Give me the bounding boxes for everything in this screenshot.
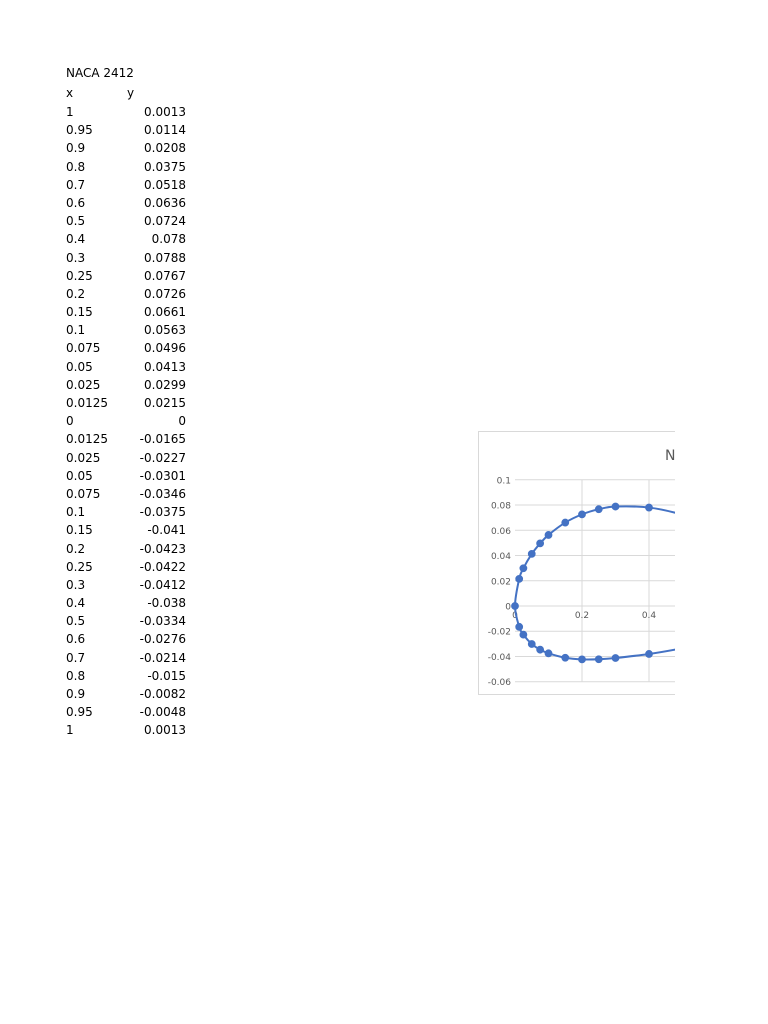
cell-x: 0.05 [66,359,93,374]
cell-y: 0.0215 [144,396,186,410]
cell-x: 0.05 [66,468,93,483]
cell-y: -0.0423 [139,541,186,556]
cell-x: 1 [66,105,74,119]
cell-y: -0.038 [147,596,186,611]
y-tick-label: 0.06 [490,526,511,537]
cell-x: 0.5 [66,614,86,629]
data-point [520,565,527,572]
cell-x: 0.1 [66,505,86,520]
cell-x: 0.3 [66,250,86,265]
cell-y: 0.0299 [144,377,186,392]
cell-y: -0.0048 [139,705,186,720]
cell-y: 0.0375 [144,159,186,174]
data-point [516,623,523,630]
cell-y: 0.0208 [144,141,186,156]
data-point [512,603,519,610]
cell-x: 0.7 [66,650,86,665]
cell-y: -0.0165 [139,432,186,447]
x-tick-label: 0 [512,611,518,621]
cell-x: 0.0125 [66,432,108,447]
data-point [537,540,544,547]
cell-x: 0.2 [66,286,86,301]
cell-x: 0.95 [66,705,93,720]
data-point [646,504,653,511]
cell-y: -0.0214 [139,650,186,665]
cell-y: -0.041 [147,523,186,538]
cell-y: 0.0636 [144,195,186,210]
cell-x: 0 [66,414,74,429]
y-tick-label: -0.04 [487,652,511,663]
cell-x: 0.15 [66,305,93,320]
y-tick-label: 0.02 [490,577,511,588]
cell-y: -0.0412 [139,577,186,592]
cell-y: 0.0563 [144,323,186,338]
cell-y: 0.0496 [144,341,186,356]
data-point [646,651,653,658]
cell-y: -0.0301 [139,468,186,483]
cell-x: 0.075 [66,486,101,501]
y-tick-label: 0 [505,602,511,613]
column-header-x: x [66,86,74,100]
cell-y: 0.0661 [144,305,186,320]
cell-y: 0.0724 [144,214,186,229]
data-point [579,511,586,518]
cell-x: 0.6 [66,632,86,647]
data-point [612,503,619,510]
cell-x: 0.95 [66,123,93,138]
y-tick-label: -0.06 [487,678,511,689]
cell-y: 0.0013 [144,105,186,119]
cell-y: -0.0375 [139,505,186,520]
column-header-y: y [127,86,135,100]
cell-x: 0.4 [66,596,86,611]
cell-x: 0.075 [66,341,101,356]
data-point [528,550,535,557]
cell-x: 0.7 [66,177,86,192]
series-line [515,506,675,659]
airfoil-chart [479,432,675,694]
cell-y: -0.0422 [139,559,186,574]
cell-x: 1 [66,723,74,738]
data-point [520,631,527,638]
cell-x: 0.15 [66,523,93,538]
y-tick-label: 0.04 [490,552,511,563]
cell-x: 0.5 [66,214,86,229]
cell-y: 0.0767 [144,268,186,283]
data-point [579,656,586,663]
data-point [516,575,523,582]
cell-y: 0.0518 [144,177,186,192]
chart-frame[interactable] [478,431,675,695]
cell-x: 0.8 [66,668,86,683]
data-point [595,656,602,663]
data-point [545,650,552,657]
cell-x: 0.2 [66,541,86,556]
cell-y: -0.0334 [139,614,186,629]
cell-x: 0.025 [66,450,101,465]
cell-x: 0.9 [66,141,86,156]
cell-y: -0.0082 [139,687,186,701]
cell-y: -0.0227 [139,450,186,465]
x-tick-label: 0.4 [641,611,657,621]
data-point [528,641,535,648]
cell-x: 0.25 [66,268,93,283]
y-tick-label: 0.1 [496,476,511,487]
cell-x: 0.0125 [66,396,108,410]
sheet-title: NACA 2412 [66,66,134,80]
cell-x: 0.9 [66,687,86,701]
y-tick-label: 0.08 [490,501,511,512]
cell-y: 0.0788 [144,250,186,265]
data-point [562,519,569,526]
data-point [562,654,569,661]
cell-x: 0.025 [66,377,101,392]
chart-title: N [665,448,675,464]
cell-y: -0.0346 [139,486,186,501]
cell-y: 0.0114 [144,123,186,138]
cell-y: 0.0726 [144,286,186,301]
cell-y: 0.0413 [144,359,186,374]
y-tick-label: -0.02 [487,627,511,638]
cell-y: 0 [178,414,186,429]
cell-x: 0.3 [66,577,86,592]
x-tick-label: 0.2 [574,611,590,621]
cell-y: 0.078 [151,232,186,247]
cell-x: 0.8 [66,159,86,174]
cell-x: 0.1 [66,323,86,338]
data-point [545,532,552,539]
cell-y: -0.015 [147,668,186,683]
cell-x: 0.4 [66,232,86,247]
data-point [595,506,602,513]
cell-y: 0.0013 [144,723,186,738]
data-point [537,646,544,653]
cell-x: 0.6 [66,195,86,210]
cell-y: -0.0276 [139,632,186,647]
data-point [612,655,619,662]
cell-x: 0.25 [66,559,93,574]
